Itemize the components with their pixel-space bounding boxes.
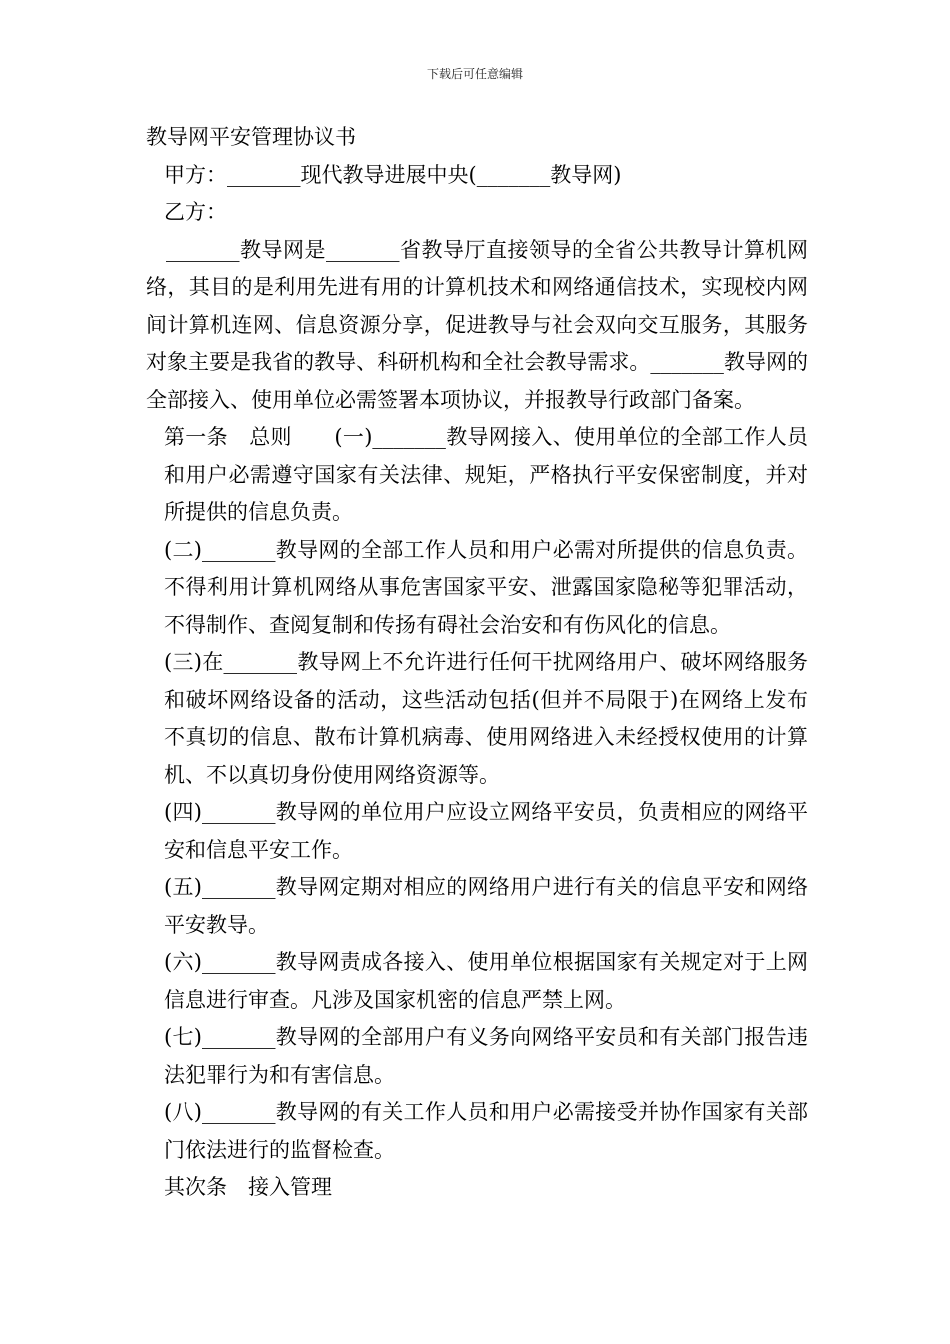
article-1-general: 第一条 总则 (一)_______教导网接入、使用单位的全部工作人员和用户必需遵守国家有关法律、规矩，严格执行平安保密制度，并对所提供的信息负责。 <box>164 425 808 524</box>
article-2-heading: 其次条 接入管理 <box>164 1175 332 1199</box>
party-b-line: 乙方： <box>164 200 227 224</box>
intro-paragraph: _______教导网是_______省教导厅直接领导的全省公共教导计算机网络，其目的是利用先进有用的计算机技术和网络通信技术，实现校内网间计算机连网、信息资源分享，促进教导与社会双向交互服务，其服务对象主要是我省的教导、科研机构和全社会教导需求。_______教导网的全部接入、使用单位必需签署本项协议，并报教导行政部门备案。 <box>146 237 808 412</box>
document-body <box>146 119 808 1207</box>
clause-3: (三)在_______教导网上不允许进行任何干扰网络用户、破坏网络服务和破坏网络设备的活动，这些活动包括(但并不局限于)在网络上发布不真切的信息、散布计算机病毒、使用网络进入未经授权使用的计算机、不以真切身份使用网络资源等。 <box>164 650 808 787</box>
clause-2: (二)_______教导网的全部工作人员和用户必需对所提供的信息负责。不得利用计算机网络从事危害国家平安、泄露国家隐秘等犯罪活动，不得制作、查阅复制和传扬有碍社会治安和有伤风化的信息。 <box>164 537 808 637</box>
clause-7: (七)_______教导网的全部用户有义务向网络平安员和有关部门报告违法犯罪行为和有害信息。 <box>164 1025 808 1087</box>
document-title: 教导网平安管理协议书 <box>146 125 356 149</box>
party-a-line: 甲方：_______现代教导进展中央(_______教导网) <box>164 162 622 187</box>
clause-6: (六)_______教导网责成各接入、使用单位根据国家有关规定对于上网信息进行审查。凡涉及国家机密的信息严禁上网。 <box>164 950 808 1012</box>
clause-5: (五)_______教导网定期对相应的网络用户进行有关的信息平安和网络平安教导。 <box>164 875 808 937</box>
clause-8: (八)_______教导网的有关工作人员和用户必需接受并协作国家有关部门依法进行的监督检查。 <box>164 1100 808 1162</box>
header-note: 下载后可任意编辑 <box>426 67 523 81</box>
clause-4: (四)_______教导网的单位用户应设立网络平安员，负责相应的网络平安和信息平安工作。 <box>164 800 808 862</box>
